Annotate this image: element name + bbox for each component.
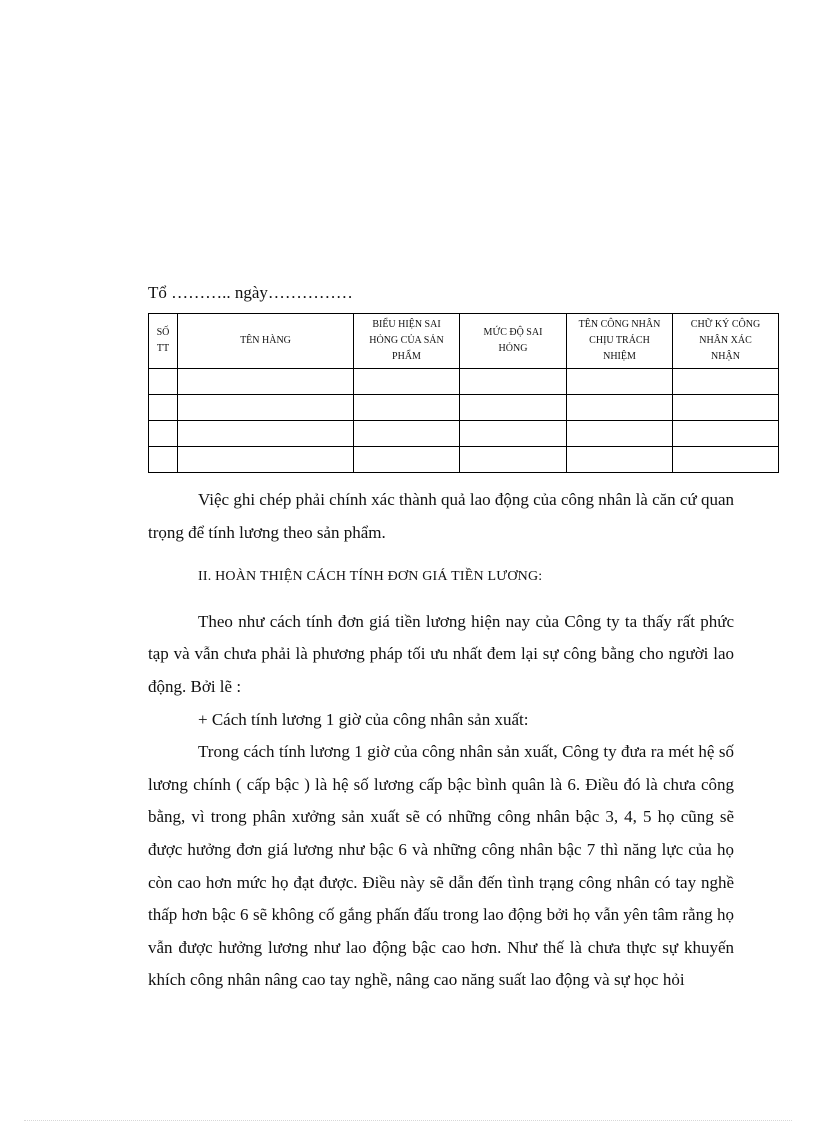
body-text: [148, 484, 734, 997]
table-cell: [460, 421, 567, 447]
table-cell: [460, 447, 567, 473]
table-cell: [673, 369, 779, 395]
form-header-line: Tổ ……….. ngày……………: [148, 283, 353, 302]
table-cell: [354, 447, 460, 473]
table-cell: [567, 369, 673, 395]
col-header-worker-signature: CHỮ KÝ CÔNG NHÂN XÁC NHẬN: [673, 314, 779, 369]
table-cell: [149, 369, 178, 395]
table-row: [149, 421, 779, 447]
col-header-stt: SỐ TT: [149, 314, 178, 369]
table-header-row: [149, 314, 779, 369]
table-body: [149, 369, 779, 473]
paragraph-4: Trong cách tính lương 1 giờ của công nhân sản xuất, Công ty đưa ra mét hệ số lương chính ( cấp bậc ) là hệ số lương cấp bậc bình quân là 6. Điều đó là chưa công bằng, vì trong phân xưởng sản xuất sẽ có những công nhân bậc 3, 4, 5 họ cũng sẽ được hưởng đơn giá lương như bậc 6 và những công nhân bậc 7 thì năng lực của họ còn cao hơn mức họ đạt được. Điều này sẽ dẫn đến tình trạng công nhân có tay nghề thấp hơn bậc 6 sẽ không cố gắng phấn đấu trong lao động bởi họ vẫn yên tâm rằng họ vẫn được hưởng lương như lao động bậc cao hơn. Như thế là chưa thực sự khuyến khích công nhân nâng cao tay nghề, nâng cao năng suất lao động và sự học hỏi: [148, 742, 734, 990]
table-cell: [567, 421, 673, 447]
defect-log-table: [148, 313, 779, 473]
table-row: [149, 369, 779, 395]
table-cell: [673, 447, 779, 473]
section-heading: II. HOÀN THIỆN CÁCH TÍNH ĐƠN GIÁ TIỀN LƯƠNG:: [198, 569, 543, 585]
paragraph-1: Việc ghi chép phải chính xác thành quả lao động của công nhân là căn cứ quan trọng để tính lương theo sản phẩm.: [148, 490, 734, 542]
table-cell: [673, 395, 779, 421]
paragraph-3: + Cách tính lương 1 giờ của công nhân sản xuất:: [198, 709, 529, 729]
table-row: [149, 447, 779, 473]
table-cell: [178, 395, 354, 421]
col-header-responsible-worker: TÊN CÔNG NHÂN CHỊU TRÁCH NHIỆM: [567, 314, 673, 369]
table-cell: [567, 395, 673, 421]
table-cell: [149, 447, 178, 473]
col-header-defect-description: BIỂU HIỆN SAI HỎNG CỦA SẢN PHẨM: [354, 314, 460, 369]
table-cell: [149, 421, 178, 447]
table-row: [149, 395, 779, 421]
table-cell: [673, 421, 779, 447]
table-cell: [460, 395, 567, 421]
table-cell: [354, 421, 460, 447]
table-cell: [178, 447, 354, 473]
table-cell: [354, 369, 460, 395]
table-cell: [354, 395, 460, 421]
page-bottom-rule: [24, 1120, 792, 1121]
table-cell: [178, 421, 354, 447]
col-header-defect-level: MỨC ĐỘ SAI HỎNG: [460, 314, 567, 369]
table-cell: [178, 369, 354, 395]
table-cell: [149, 395, 178, 421]
table-cell: [567, 447, 673, 473]
table-cell: [460, 369, 567, 395]
paragraph-2: Theo như cách tính đơn giá tiền lương hiện nay của Công ty ta thấy rất phức tạp và vẫn chưa phải là phương pháp tối ưu nhất đem lại sự công bằng cho người lao động. Bởi lẽ :: [148, 611, 734, 696]
col-header-product-name: TÊN HÀNG: [178, 314, 354, 369]
